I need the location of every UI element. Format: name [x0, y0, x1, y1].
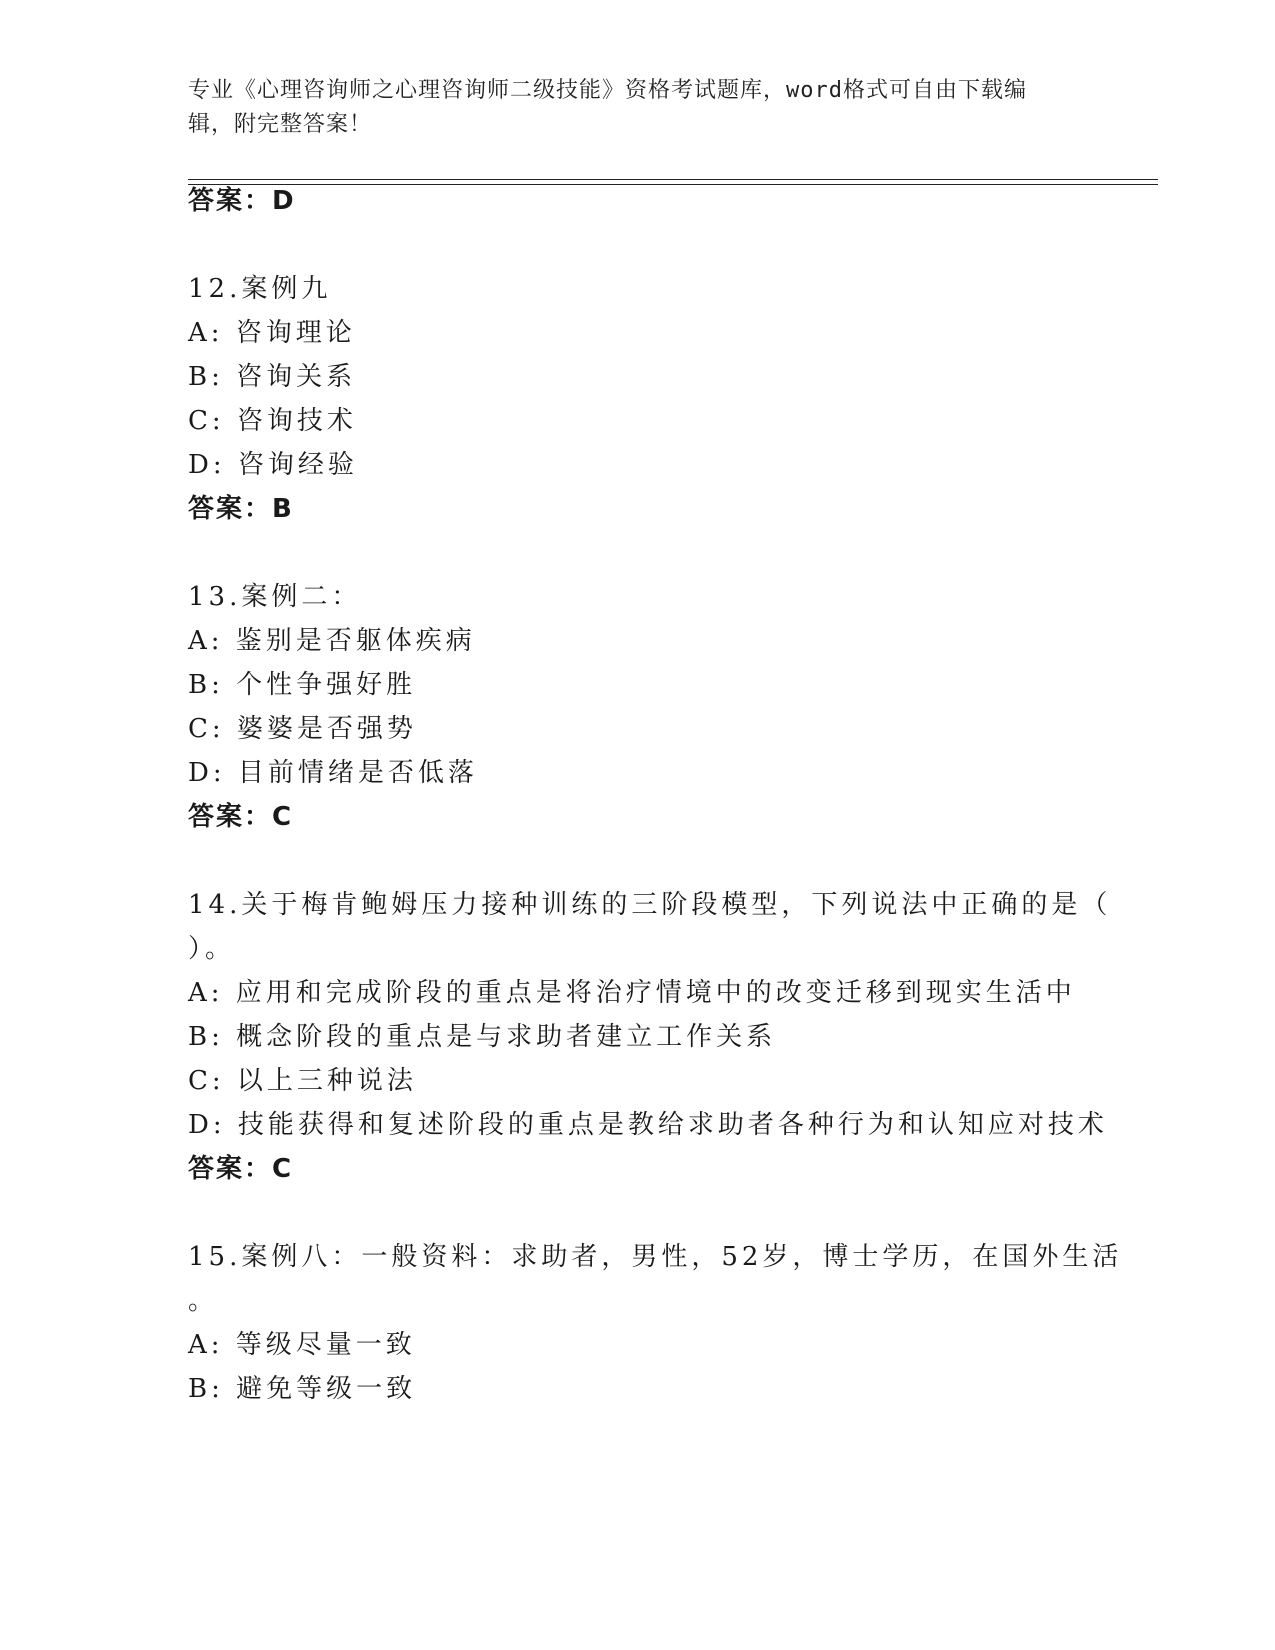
question-14-option-c: C: 以上三种说法	[188, 1066, 417, 1096]
question-14-option-b: B: 概念阶段的重点是与求助者建立工作关系	[188, 1022, 777, 1052]
question-15-option-a: A: 等级尽量一致	[188, 1330, 416, 1360]
question-15-stem-line-2: 。	[188, 1286, 219, 1316]
previous-answer: 答案：D	[188, 186, 296, 216]
question-14-stem-line-2: ）。	[188, 934, 236, 964]
question-12-option-c: C: 咨询技术	[188, 406, 357, 436]
question-13-option-c: C: 婆婆是否强势	[188, 714, 417, 744]
question-13-option-d: D: 目前情绪是否低落	[188, 758, 478, 788]
question-13-option-a: A: 鉴别是否躯体疾病	[188, 626, 476, 656]
question-14-option-d: D: 技能获得和复述阶段的重点是教给求助者各种行为和认知应对技术	[188, 1110, 1108, 1140]
question-14-option-a: A: 应用和完成阶段的重点是将治疗情境中的改变迁移到现实生活中	[188, 978, 1076, 1008]
question-12-answer: 答案：B	[188, 494, 294, 524]
question-12-option-b: B: 咨询关系	[188, 362, 357, 392]
question-15-stem-line-1: 15.案例八：一般资料：求助者，男性，52岁，博士学历，在国外生活	[188, 1242, 1123, 1272]
document-header-intro: 专业《心理咨询师之心理咨询师二级技能》资格考试题库，word格式可自由下载编辑，附完整答案！	[188, 78, 1027, 137]
question-14-stem-line-1: 14.关于梅肯鲍姆压力接种训练的三阶段模型，下列说法中正确的是（	[188, 890, 1112, 920]
header-divider-bottom	[188, 184, 1158, 185]
question-14-answer: 答案：C	[188, 1154, 294, 1184]
question-15-option-b: B: 避免等级一致	[188, 1374, 417, 1404]
header-divider-top	[188, 179, 1158, 180]
question-13-stem: 13.案例二：	[188, 582, 362, 612]
question-12-option-d: D: 咨询经验	[188, 450, 358, 480]
question-12-stem: 12.案例九	[188, 274, 332, 304]
question-13-answer: 答案：C	[188, 802, 294, 832]
question-12-option-a: A: 咨询理论	[188, 318, 356, 348]
question-13-option-b: B: 个性争强好胜	[188, 670, 417, 700]
